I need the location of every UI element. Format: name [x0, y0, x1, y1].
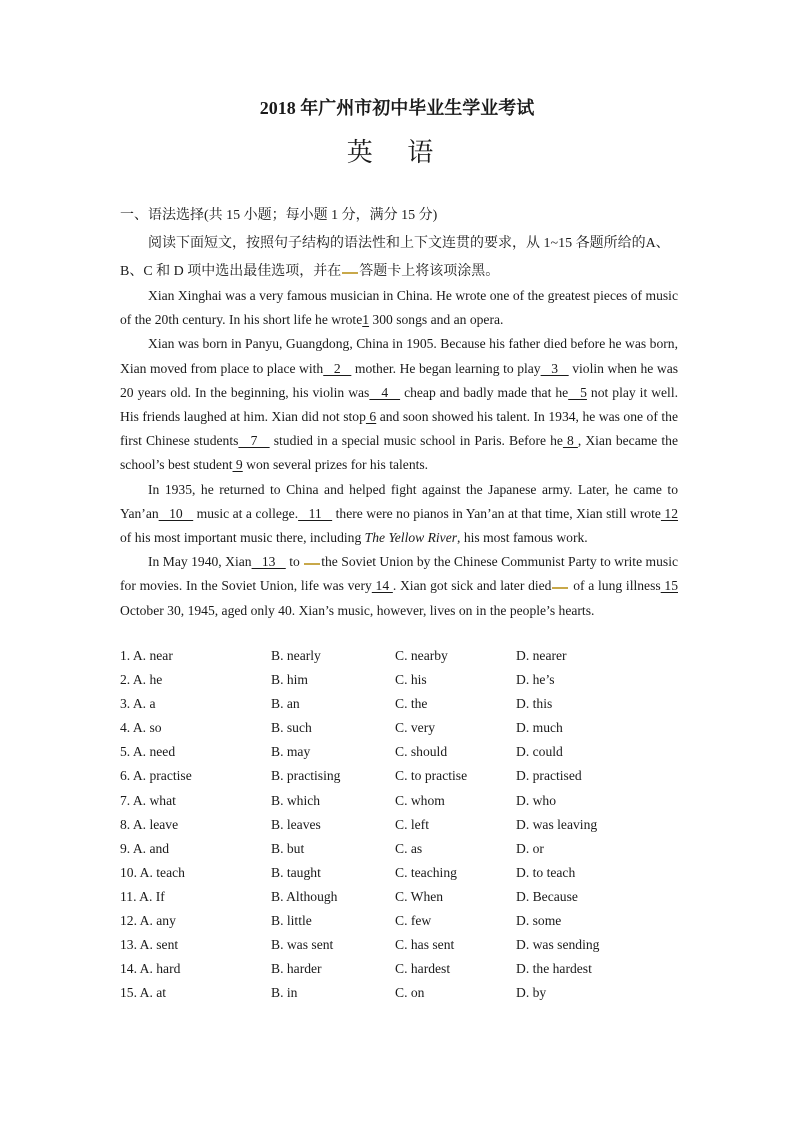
option-a: 14. A. hard: [120, 961, 181, 977]
option-b: B. harder: [271, 961, 322, 977]
option-c: C. as: [395, 840, 423, 856]
option-row: [120, 718, 680, 742]
passage-paragraph-3: [120, 478, 678, 551]
passage-text: of a lung illness: [569, 578, 661, 594]
passage-text: October 30, 1945, aged only 40. Xian’s music, however, lives on in the people’s hearts.: [120, 602, 595, 618]
option-b: B. leaves: [271, 816, 321, 832]
blank-14: 14: [371, 578, 393, 594]
option-row: [120, 959, 680, 983]
option-c: C. the: [395, 696, 428, 712]
option-a: 15. A. at: [120, 985, 167, 1001]
passage-text: Xian was born in Panyu, Guangdong, China in 1905. Because his father died before he was born, Xian moved from place to place with: [120, 336, 678, 376]
passage-text: In 1935, he returned to China and helped fight against the Japanese army. Later, he came to Yan’an: [120, 481, 678, 521]
option-d: D. or: [516, 840, 544, 856]
option-a: 4. A. so: [120, 720, 162, 736]
option-row: [120, 670, 680, 694]
option-b: B. Although: [271, 888, 338, 904]
option-a: 9. A. and: [120, 840, 170, 856]
option-b: B. practising: [271, 768, 341, 784]
passage-text: Xian Xinghai was a very famous musician in China. He wrote one of the greatest pieces of music of the 20th century. In his short life he wrote: [120, 288, 678, 328]
passage-text: mother. He began learning to play: [351, 360, 541, 376]
option-b: B. such: [271, 720, 312, 736]
blank-9: 9: [232, 457, 243, 473]
option-row: [120, 839, 680, 863]
passage-text: cheap and badly made that he: [400, 384, 569, 400]
option-c: C. should: [395, 744, 448, 760]
blank-12: 12: [660, 505, 679, 521]
option-row: [120, 694, 680, 718]
blank-mark: [342, 272, 358, 274]
blank-2: 2: [323, 360, 352, 376]
instructions: [120, 230, 680, 286]
option-c: C. whom: [395, 792, 445, 808]
option-b: B. in: [271, 985, 298, 1001]
option-d: D. to teach: [516, 864, 576, 880]
option-row: [120, 646, 680, 670]
passage-text: of his most important music there, including: [120, 530, 365, 546]
option-a: 8. A. leave: [120, 816, 179, 832]
subject-title: 英 语: [346, 138, 448, 167]
passage-text: the Soviet Union by the Chinese Communist Party to write music for movies. In the Soviet Union, life was very: [120, 554, 679, 594]
blank-10: 10: [158, 505, 194, 521]
option-a: 12. A. any: [120, 913, 176, 929]
passage-text: music at a college.: [193, 505, 299, 521]
option-d: D. Because: [516, 888, 578, 904]
option-c: C. nearby: [395, 648, 448, 663]
option-c: C. on: [395, 985, 425, 1001]
option-d: D. he’s: [516, 672, 555, 688]
blank-mark: [304, 563, 320, 565]
option-c: C. very: [395, 720, 436, 736]
option-d: D. this: [516, 696, 553, 712]
section-heading: 一、语法选择(共 15 小题；每小题 1 分，满分 15 分): [120, 208, 438, 223]
passage-text: In May 1940, Xian: [148, 554, 252, 570]
option-d: D. by: [516, 985, 547, 1001]
blank-15: 15: [660, 578, 678, 594]
passage-text: violin when he was 20 years old. In the beginning, his violin was: [120, 360, 679, 400]
option-a: 7. A. what: [120, 792, 176, 808]
blank-8: 8: [562, 433, 578, 449]
option-b: B. an: [271, 696, 300, 712]
option-b: B. him: [271, 672, 309, 688]
option-d: D. some: [516, 913, 562, 929]
option-b: B. nearly: [271, 648, 321, 663]
blank-11: 11: [298, 505, 333, 521]
option-c: C. teaching: [395, 864, 457, 880]
blank-mark: [552, 587, 568, 589]
option-c: C. When: [395, 888, 444, 904]
option-b: B. little: [271, 913, 312, 929]
instructions-text: 阅读下面短文，按照句子结构的语法性和上下文连贯的要求，从 1~15 各题所给的A、B、C 和 D 项中选出最佳选项，并在: [120, 236, 670, 279]
option-d: D. was leaving: [516, 816, 598, 832]
option-row: [120, 911, 680, 935]
option-a: 1. A. near: [120, 648, 173, 663]
option-b: B. may: [271, 744, 311, 760]
option-d: D. who: [516, 792, 557, 808]
option-a: 2. A. he: [120, 672, 163, 688]
exam-title: 2018 年广州市初中毕业生学业考试: [259, 98, 535, 118]
option-a: 6. A. practise: [120, 768, 192, 784]
blank-3: 3: [540, 360, 569, 376]
option-d: D. much: [516, 720, 563, 736]
passage-text: and soon showed his talent. In 1934, he was one of the first Chinese students: [120, 409, 678, 449]
blank-5: 5: [568, 384, 587, 400]
option-row: [120, 766, 680, 790]
passage-text: not play it well. His friends laughed at him. Xian did not stop: [120, 384, 679, 425]
option-a: 13. A. sent: [120, 937, 179, 953]
blank-13: 13: [251, 554, 286, 570]
option-row: [120, 815, 680, 839]
blank-1: 1: [362, 312, 370, 328]
passage-text: , his most famous work.: [457, 530, 588, 546]
option-c: C. left: [395, 816, 429, 832]
passage-text: , Xian became the school’s best student: [120, 433, 679, 473]
passage-text: 300 songs and an opera.: [369, 312, 504, 328]
blank-6: 6: [365, 409, 377, 425]
option-c: C. hardest: [395, 961, 451, 977]
option-row: [120, 887, 680, 911]
option-b: B. was sent: [271, 937, 334, 953]
passage-paragraph-4: [120, 550, 678, 623]
option-d: D. nearer: [516, 648, 567, 663]
answer-options: [120, 646, 680, 1007]
option-row: [120, 983, 680, 1007]
option-c: C. his: [395, 672, 427, 688]
option-d: D. practised: [516, 768, 582, 784]
option-b: B. but: [271, 840, 305, 856]
work-title: The Yellow River: [364, 530, 458, 546]
option-row: [120, 863, 680, 887]
option-a: 11. A. If: [120, 888, 165, 904]
reading-passage: [120, 284, 678, 623]
option-a: 10. A. teach: [120, 864, 185, 880]
passage-paragraph-2: [120, 332, 678, 477]
option-d: D. the hardest: [516, 961, 592, 977]
option-b: B. taught: [271, 864, 321, 880]
passage-text: studied in a special music school in Paris. Before he: [269, 433, 563, 449]
passage-text: . Xian got sick and later died: [392, 578, 552, 594]
blank-7: 7: [238, 433, 270, 449]
passage-text: to: [285, 554, 304, 570]
blank-4: 4: [369, 384, 401, 400]
option-d: D. was sending: [516, 937, 600, 953]
passage-paragraph-1: [120, 284, 678, 332]
option-b: B. which: [271, 792, 321, 808]
instructions-text-end: 答题卡上将该项涂黑。: [359, 264, 500, 279]
option-c: C. few: [395, 913, 432, 929]
option-row: [120, 935, 680, 959]
option-a: 5. A. need: [120, 744, 176, 760]
option-a: 3. A. a: [120, 696, 156, 712]
passage-text: won several prizes for his talents.: [242, 457, 429, 473]
option-c: C. to practise: [395, 768, 468, 784]
option-d: D. could: [516, 744, 563, 760]
option-c: C. has sent: [395, 937, 455, 953]
option-row: [120, 791, 680, 815]
option-row: [120, 742, 680, 766]
passage-text: there were no pianos in Yan’an at that time, Xian still wrote: [332, 505, 661, 521]
